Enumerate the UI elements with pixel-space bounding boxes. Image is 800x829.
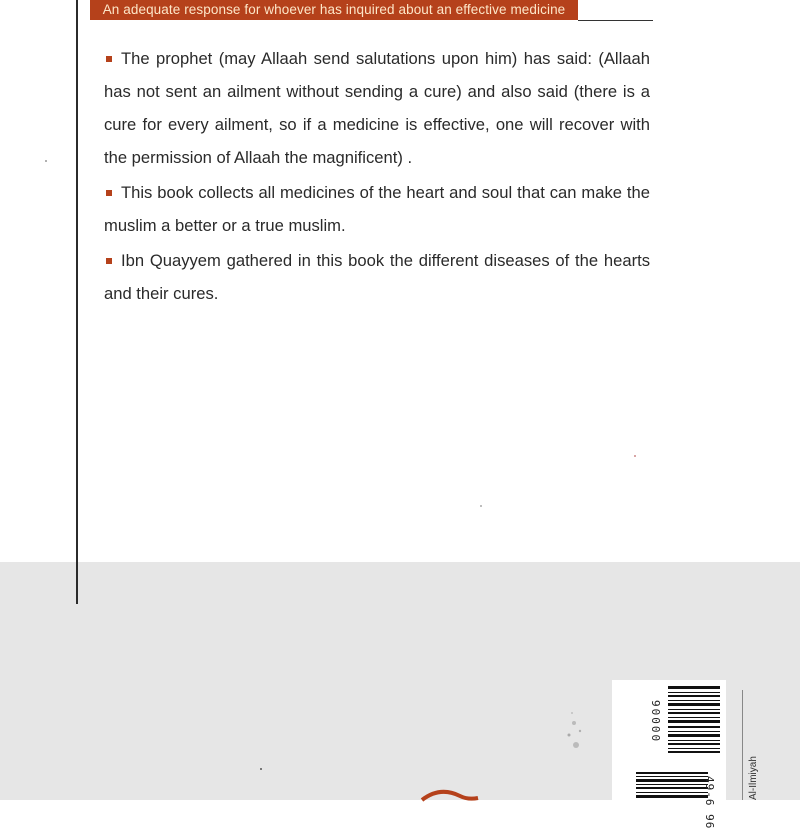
speck [634,455,636,457]
speck [480,505,482,507]
paragraph-2-text: This book collects all medicines of the heart and soul that can make the muslim a better or a true muslim. [104,183,650,235]
subtitle-banner: An adequate response for whoever has inquired about an effective medicine [90,0,578,20]
speck [45,160,47,162]
square-bullet-icon [106,258,112,264]
top-rule [578,20,653,21]
isbn-fragment-2: 96 [703,814,716,829]
left-vertical-rule [76,0,78,604]
smudge-mark [560,705,594,751]
barcode-isbn-digits [703,776,716,829]
paragraph-3 [104,244,650,310]
spine-edge-line [742,690,743,800]
isbn-fragment-1: 49-6 [703,776,716,807]
spine-publisher-text: Al-Ilmiyah [748,756,759,800]
paragraph-2 [104,176,650,242]
square-bullet-icon [106,190,112,196]
paragraph-3-text: Ibn Quayyem gathered in this book the different diseases of the hearts and their cures. [104,251,650,303]
description-text [104,42,650,312]
paragraph-1-text: The prophet (may Allaah send salutations upon him) has said: (Allaah has not sent an ailment without sending a cure) and also said (there is a cure for every ailment, so if a medicine is effective, one will recover with the permission of Allaah the magnificent) . [104,49,650,167]
speck [260,768,262,770]
paragraph-1 [104,42,650,174]
barcode-price-digits: 90000 [649,700,662,744]
red-logo-fragment [420,788,480,800]
square-bullet-icon [106,56,112,62]
